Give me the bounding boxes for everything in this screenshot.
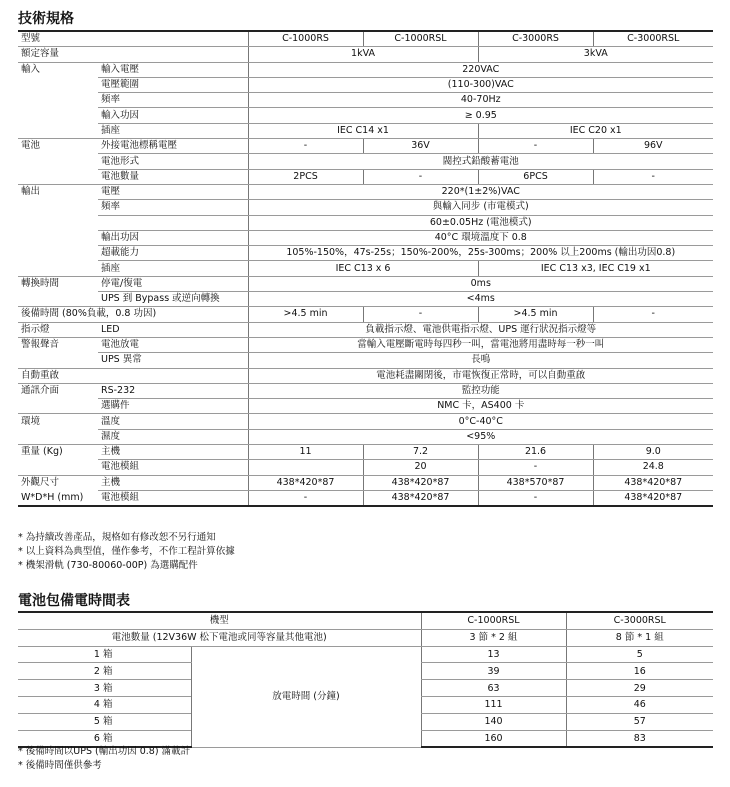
spec-label: [18, 353, 98, 368]
backup-value: 5: [566, 646, 713, 663]
spec-sublabel: 電池模組: [98, 460, 248, 475]
spec-value: 96V: [593, 139, 713, 154]
spec-value: 40-70Hz: [248, 93, 713, 108]
spec-row: [18, 475, 713, 490]
spec-sublabel: 電池數量: [98, 169, 248, 184]
spec-value: 438*420*87: [593, 490, 713, 506]
backup-title: 電池包備電時間表: [18, 593, 130, 609]
spec-label: 指示燈: [18, 322, 98, 337]
spec-sublabel: 超載能力: [98, 246, 248, 261]
spec-sublabel: 頻率: [98, 200, 248, 215]
backup-count-row: [18, 629, 713, 646]
spec-value: 9.0: [593, 445, 713, 460]
spec-sublabel: 插座: [98, 123, 248, 138]
spec-label: 警報聲音: [21, 339, 60, 351]
backup-box: 4 箱: [18, 696, 191, 713]
spec-value: -: [248, 490, 363, 506]
spec-value: 60±0.05Hz (電池模式): [248, 215, 713, 230]
spec-row: [18, 261, 713, 276]
spec-value: -: [363, 169, 478, 184]
spec-label: [18, 215, 98, 230]
spec-row: [18, 184, 713, 199]
spec-value: >4.5 min: [478, 307, 593, 322]
spec-label: 重量 (Kg): [21, 446, 63, 458]
spec-sublabel: 主機: [98, 475, 248, 490]
note-line: * 為持續改善產品，規格如有修改恕不另行通知: [18, 532, 216, 543]
backup-model-label: 機型: [18, 612, 421, 629]
spec-row: [18, 77, 713, 92]
spec-sublabel: 輸入功因: [98, 108, 248, 123]
spec-sublabel: 外接電池標稱電壓: [98, 139, 248, 154]
spec-value: 21.6: [478, 445, 593, 460]
spec-table: [18, 30, 713, 507]
spec-value: 36V: [363, 139, 478, 154]
note-line: * 後備時間僅供參考: [18, 760, 102, 771]
spec-label: [18, 93, 98, 108]
spec-sublabel: LED: [98, 322, 248, 337]
spec-value: 監控功能: [248, 383, 713, 398]
backup-count-label: 電池數量 (12V36W 松下電池或同等容量其他電池): [18, 629, 421, 646]
spec-label: [18, 246, 98, 261]
spec-value: 負載指示燈、電池供電指示燈、UPS 運行狀況指示燈等: [248, 322, 713, 337]
spec-label: [18, 460, 98, 475]
spec-row: [18, 200, 713, 215]
spec-sublabel: 溫度: [98, 414, 248, 429]
spec-value: (110-300)VAC: [248, 77, 713, 92]
spec-label: [18, 123, 98, 138]
spec-value: 438*420*87: [248, 475, 363, 490]
spec-label: [18, 108, 98, 123]
spec-value: C-1000RSL: [363, 31, 478, 47]
backup-header-row: [18, 612, 713, 629]
backup-box: 6 箱: [18, 730, 191, 747]
spec-title: 技術規格: [18, 11, 74, 27]
spec-value: 6PCS: [478, 169, 593, 184]
spec-value: 105%-150%，47s-25s；150%-200%，25s-300ms；200% 以上200ms (輸出功因0.8): [248, 246, 713, 261]
spec-value: IEC C13 x3, IEC C19 x1: [478, 261, 713, 276]
spec-sublabel: 主機: [98, 445, 248, 460]
spec-sublabel: [98, 215, 248, 230]
spec-row: [18, 460, 713, 475]
backup-table: [18, 611, 713, 748]
spec-label: 自動重啟: [18, 368, 248, 383]
spec-value: 閥控式鉛酸蓄電池: [248, 154, 713, 169]
spec-sublabel: 輸入電壓: [98, 62, 248, 77]
note-line: * 後備時間以UPS (輸出功因 0.8) 滿載計: [18, 746, 191, 757]
spec-value: NMC 卡，AS400 卡: [248, 399, 713, 414]
note-line: * 機架滑軌 (730-80060-00P) 為選購配件: [18, 560, 198, 571]
spec-row: [18, 31, 713, 47]
spec-label: [18, 169, 98, 184]
spec-row: [18, 292, 713, 307]
backup-count: 3 節 * 2 組: [421, 629, 566, 646]
backup-notes: [18, 745, 190, 773]
spec-value: -: [478, 460, 593, 475]
spec-label: [18, 200, 98, 215]
spec-sublabel: 電池模組: [98, 490, 248, 506]
spec-row: [18, 230, 713, 245]
spec-value: IEC C13 x 6: [248, 261, 478, 276]
spec-value: C-3000RS: [478, 31, 593, 47]
spec-value: -: [478, 139, 593, 154]
spec-sublabel: 電池形式: [98, 154, 248, 169]
backup-value: 111: [421, 696, 566, 713]
spec-sublabel: 輸出功因: [98, 230, 248, 245]
spec-row: [18, 353, 713, 368]
backup-value: 63: [421, 680, 566, 697]
spec-value: <4ms: [248, 292, 713, 307]
spec-value: -: [478, 490, 593, 506]
backup-box: 2 箱: [18, 663, 191, 680]
spec-label: [18, 399, 98, 414]
spec-row: [18, 490, 713, 506]
backup-box: 3 箱: [18, 680, 191, 697]
spec-row: [18, 246, 713, 261]
backup-value: 13: [421, 646, 566, 663]
spec-sublabel: 選購件: [98, 399, 248, 414]
spec-value: -: [593, 307, 713, 322]
spec-row: [18, 276, 713, 291]
spec-row: [18, 445, 713, 460]
spec-row: [18, 399, 713, 414]
backup-box: 5 箱: [18, 713, 191, 730]
spec-label: [18, 154, 98, 169]
spec-row: [18, 307, 713, 322]
spec-row: [18, 337, 713, 352]
spec-label: 輸出: [21, 186, 41, 198]
spec-value: 1kVA: [248, 47, 478, 62]
backup-value: 39: [421, 663, 566, 680]
spec-value: 24.8: [593, 460, 713, 475]
spec-value: C-3000RSL: [593, 31, 713, 47]
spec-value: 220VAC: [248, 62, 713, 77]
spec-value: <95%: [248, 429, 713, 444]
backup-box: 1 箱: [18, 646, 191, 663]
backup-value: 16: [566, 663, 713, 680]
spec-sublabel: 頻率: [98, 93, 248, 108]
spec-row: [18, 108, 713, 123]
spec-value: -: [363, 307, 478, 322]
spec-value: 20: [363, 460, 478, 475]
spec-row: [18, 215, 713, 230]
spec-sublabel: UPS 異常: [98, 353, 248, 368]
spec-sublabel: 電壓: [98, 184, 248, 199]
spec-row: [18, 429, 713, 444]
spec-value: 220*(1±2%)VAC: [248, 184, 713, 199]
spec-label: [18, 292, 98, 307]
backup-value: 46: [566, 696, 713, 713]
backup-model: C-1000RSL: [421, 612, 566, 629]
spec-label: 輸入: [21, 63, 41, 75]
spec-value: IEC C20 x1: [478, 123, 713, 138]
spec-value: >4.5 min: [248, 307, 363, 322]
spec-sublabel: 濕度: [98, 429, 248, 444]
spec-row: [18, 93, 713, 108]
spec-value: 438*420*87: [363, 490, 478, 506]
spec-label: 環境: [21, 415, 41, 427]
spec-label: [18, 261, 98, 276]
spec-value: 電池耗盡關閉後，市電恢復正常時，可以自動重啟: [248, 368, 713, 383]
spec-label: 轉換時間: [21, 278, 60, 290]
backup-value: 160: [421, 730, 566, 747]
spec-row: [18, 322, 713, 337]
spec-label: [18, 77, 98, 92]
spec-sublabel: 電池放電: [98, 337, 248, 352]
spec-notes: [18, 531, 235, 573]
backup-model: C-3000RSL: [566, 612, 713, 629]
spec-value: [248, 460, 363, 475]
spec-value: 3kVA: [478, 47, 713, 62]
backup-row: [18, 646, 713, 663]
backup-time-label: 放電時間 (分鐘): [191, 646, 421, 747]
spec-label: 外觀尺寸: [21, 477, 60, 488]
spec-label: 額定容量: [18, 47, 248, 62]
spec-sublabel: 停電/復電: [98, 276, 248, 291]
spec-value: 2PCS: [248, 169, 363, 184]
spec-value: 0°C-40°C: [248, 414, 713, 429]
spec-label: 通訊介面: [21, 385, 60, 397]
spec-row: [18, 47, 713, 62]
spec-label: W*D*H (mm): [18, 490, 98, 506]
spec-label: 後備時間 (80%負載，0.8 功因): [18, 307, 248, 322]
spec-value: IEC C14 x1: [248, 123, 478, 138]
backup-value: 29: [566, 680, 713, 697]
backup-value: 140: [421, 713, 566, 730]
note-line: * 以上資料為典型值，僅作參考，不作工程計算依據: [18, 546, 235, 557]
spec-sublabel: 插座: [98, 261, 248, 276]
spec-value: 438*570*87: [478, 475, 593, 490]
spec-value: 438*420*87: [593, 475, 713, 490]
spec-value: -: [248, 139, 363, 154]
spec-row: [18, 62, 713, 77]
spec-value: 7.2: [363, 445, 478, 460]
spec-row: [18, 368, 713, 383]
spec-value: C-1000RS: [248, 31, 363, 47]
spec-label: [18, 230, 98, 245]
spec-value: 當輸入電壓斷電時每四秒一叫，當電池將用盡時每一秒一叫: [248, 337, 713, 352]
backup-value: 83: [566, 730, 713, 747]
spec-sublabel: 電壓範圍: [98, 77, 248, 92]
spec-value: ≥ 0.95: [248, 108, 713, 123]
spec-sublabel: UPS 到 Bypass 或逆向轉換: [98, 292, 248, 307]
backup-value: 57: [566, 713, 713, 730]
spec-value: 438*420*87: [363, 475, 478, 490]
spec-row: [18, 414, 713, 429]
spec-sublabel: RS-232: [98, 383, 248, 398]
spec-row: [18, 154, 713, 169]
spec-value: 與輸入同步 (市電模式): [248, 200, 713, 215]
spec-label: [18, 429, 98, 444]
spec-row: [18, 139, 713, 154]
spec-label: 電池: [21, 140, 41, 152]
spec-row: [18, 383, 713, 398]
spec-label: 型號: [18, 31, 248, 47]
spec-row: [18, 123, 713, 138]
spec-value: 長鳴: [248, 353, 713, 368]
spec-value: 11: [248, 445, 363, 460]
backup-count: 8 節 * 1 組: [566, 629, 713, 646]
spec-value: 0ms: [248, 276, 713, 291]
spec-row: [18, 169, 713, 184]
spec-value: 40°C 環境溫度下 0.8: [248, 230, 713, 245]
spec-value: -: [593, 169, 713, 184]
